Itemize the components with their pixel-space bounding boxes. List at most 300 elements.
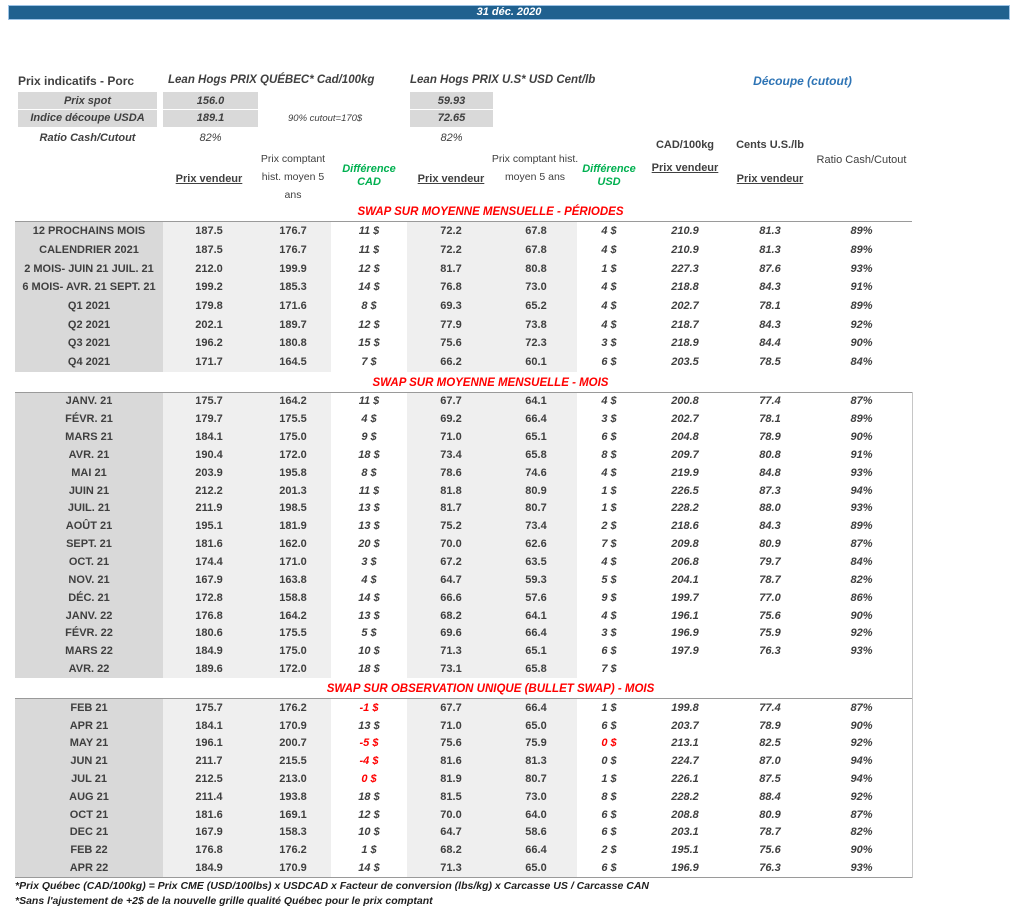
cutout-prix-vendeur-usd: 87.5	[759, 773, 781, 786]
prix-vendeur-usd: 73.4	[407, 446, 495, 464]
difference-cad: 18 $	[358, 448, 380, 461]
cutout-note: 90% cutout=170$	[288, 113, 363, 124]
row-label: FEB 21	[15, 699, 163, 717]
row-label: Q4 2021	[15, 353, 163, 372]
prix-comptant-usd: 80.9	[495, 482, 577, 500]
difference-cad: 8 $	[361, 300, 377, 313]
cutout-prix-vendeur-usd: 87.6	[759, 262, 781, 275]
cutout-index-value-usd: 72.65	[410, 110, 493, 127]
prix-comptant-cad: 193.8	[255, 788, 331, 806]
prix-comptant-usd: 67.8	[495, 241, 577, 260]
prix-comptant-cad: 181.9	[255, 517, 331, 535]
cutout-prix-vendeur-cad: 227.3	[671, 262, 699, 275]
cutout-prix-vendeur-usd: 87.3	[759, 484, 781, 497]
table-row	[15, 553, 912, 571]
column-header-ratio: Ratio Cash/Cutout	[816, 154, 907, 166]
difference-usd: 7 $	[601, 663, 617, 676]
column-header-us-unit: Cents U.S./lb	[736, 139, 804, 151]
difference-usd: 4 $	[601, 318, 617, 331]
ratio-cash-cutout: 86%	[850, 591, 873, 604]
prix-vendeur-cad: 179.7	[163, 410, 255, 428]
difference-usd: 4 $	[601, 466, 617, 479]
table-row	[15, 517, 912, 535]
ratio-cash-cutout: 92%	[850, 737, 873, 750]
prix-comptant-usd: 62.6	[495, 535, 577, 553]
cutout-prix-vendeur-usd: 78.9	[759, 431, 781, 444]
cutout-prix-vendeur-cad: 218.9	[671, 337, 699, 350]
difference-usd: 1 $	[601, 502, 617, 515]
cutout-prix-vendeur-usd: 80.8	[759, 448, 781, 461]
table-row	[15, 788, 912, 806]
row-label: FEB 22	[15, 841, 163, 859]
cutout-prix-vendeur-cad: 196.1	[671, 609, 699, 622]
difference-cad: 14 $	[358, 591, 380, 604]
prix-comptant-usd: 66.4	[495, 410, 577, 428]
difference-cad: 11 $	[358, 225, 380, 238]
difference-cad: 7 $	[361, 356, 377, 369]
prix-vendeur-usd: 70.0	[407, 535, 495, 553]
prix-comptant-cad: 198.5	[255, 500, 331, 518]
table-row	[15, 624, 912, 642]
prix-comptant-usd: 73.0	[495, 788, 577, 806]
report-date: 31 déc. 2020	[476, 6, 542, 18]
cutout-prix-vendeur-usd: 78.5	[759, 356, 781, 369]
difference-cad: 1 $	[361, 844, 377, 857]
ratio-cash-cutout: 92%	[850, 790, 873, 803]
row-label: JUL 21	[15, 770, 163, 788]
ratio-cash-cutout: 87%	[850, 395, 873, 408]
prix-vendeur-usd: 76.8	[407, 278, 495, 297]
row-label: SEPT. 21	[15, 535, 163, 553]
prix-vendeur-cad: 184.1	[163, 428, 255, 446]
cutout-prix-vendeur-cad: 197.9	[671, 645, 699, 658]
prix-vendeur-usd: 81.8	[407, 482, 495, 500]
prix-comptant-cad: 201.3	[255, 482, 331, 500]
cutout-prix-vendeur-usd: 77.0	[759, 591, 781, 604]
cutout-prix-vendeur-cad: 206.8	[671, 556, 699, 569]
prix-comptant-usd: 65.2	[495, 297, 577, 316]
prix-vendeur-usd: 70.0	[407, 806, 495, 824]
ratio-cash-cutout: 94%	[850, 773, 873, 786]
prix-vendeur-usd: 68.2	[407, 607, 495, 625]
prix-vendeur-cad: 184.9	[163, 859, 255, 877]
ratio-cash-cutout: 89%	[850, 225, 873, 238]
difference-cad: 4 $	[361, 413, 377, 426]
cutout-prix-vendeur-usd: 78.1	[759, 300, 781, 313]
cutout-prix-vendeur-cad	[641, 660, 729, 678]
row-label: AOÛT 21	[15, 517, 163, 535]
table-row	[15, 410, 912, 428]
prix-vendeur-cad: 184.1	[163, 717, 255, 735]
prix-vendeur-cad: 211.4	[163, 788, 255, 806]
prix-comptant-usd: 65.1	[495, 428, 577, 446]
prix-vendeur-usd: 77.9	[407, 315, 495, 334]
difference-usd: 1 $	[601, 262, 617, 275]
quebec-price-title: Lean Hogs PRIX QUÉBEC* Cad/100kg	[168, 74, 375, 86]
difference-usd: 1 $	[601, 701, 617, 714]
cutout-prix-vendeur-cad: 213.1	[671, 737, 699, 750]
column-header-prix-vendeur-cad: Prix vendeur	[175, 173, 243, 185]
prix-comptant-usd: 73.4	[495, 517, 577, 535]
difference-cad: -4 $	[359, 755, 379, 768]
ratio-cash-cutout: 84%	[850, 556, 873, 569]
prix-comptant-cad: 158.8	[255, 589, 331, 607]
difference-cad: 0 $	[361, 773, 377, 786]
ratio-cash-cutout: 91%	[850, 281, 873, 294]
prix-vendeur-cad: 196.2	[163, 334, 255, 353]
ratio-cash-cutout: 89%	[850, 413, 873, 426]
difference-cad: 11 $	[358, 244, 380, 257]
cutout-prix-vendeur-cad: 202.7	[671, 413, 699, 426]
prix-vendeur-cad: 190.4	[163, 446, 255, 464]
prix-vendeur-cad: 187.5	[163, 222, 255, 241]
ratio-cash-cutout: 90%	[850, 719, 873, 732]
prix-vendeur-cad: 212.0	[163, 259, 255, 278]
difference-usd: 7 $	[601, 538, 617, 551]
ratio-cash-cutout: 93%	[850, 466, 873, 479]
prix-comptant-cad: 172.0	[255, 446, 331, 464]
cutout-title: Découpe (cutout)	[753, 74, 852, 88]
cutout-prix-vendeur-cad: 199.8	[671, 701, 699, 714]
cutout-prix-vendeur-cad: 199.7	[671, 591, 699, 604]
cutout-prix-vendeur-cad: 210.9	[671, 244, 699, 257]
row-label: MAY 21	[15, 735, 163, 753]
prix-vendeur-usd: 78.6	[407, 464, 495, 482]
cutout-prix-vendeur-cad: 203.1	[671, 826, 699, 839]
prix-comptant-usd: 65.1	[495, 642, 577, 660]
cutout-index-label: Indice découpe USDA	[18, 110, 157, 127]
cutout-prix-vendeur-cad: 208.8	[671, 808, 699, 821]
table-row	[15, 607, 912, 625]
ratio-cash-cutout-label: Ratio Cash/Cutout	[39, 131, 136, 144]
prix-vendeur-usd: 71.3	[407, 642, 495, 660]
difference-cad: 12 $	[358, 262, 380, 275]
ratio-cash-cutout: 87%	[850, 701, 873, 714]
row-label: FÉVR. 22	[15, 624, 163, 642]
difference-usd: 8 $	[601, 790, 617, 803]
difference-cad: 12 $	[358, 808, 380, 821]
prix-comptant-usd: 66.4	[495, 841, 577, 859]
prix-vendeur-usd: 71.0	[407, 717, 495, 735]
cutout-prix-vendeur-cad: 196.9	[671, 627, 699, 640]
prix-vendeur-cad: 174.4	[163, 553, 255, 571]
cutout-prix-vendeur-cad: 224.7	[671, 755, 699, 768]
cutout-prix-vendeur-cad: 226.5	[671, 484, 699, 497]
prix-comptant-cad: 172.0	[255, 660, 331, 678]
prix-vendeur-cad: 179.8	[163, 297, 255, 316]
table-row	[15, 315, 912, 334]
prix-comptant-usd: 63.5	[495, 553, 577, 571]
cutout-prix-vendeur-usd: 78.7	[759, 826, 781, 839]
prix-comptant-cad: 195.8	[255, 464, 331, 482]
cutout-prix-vendeur-usd: 75.6	[759, 609, 781, 622]
difference-usd: 6 $	[601, 808, 617, 821]
prix-comptant-cad: 185.3	[255, 278, 331, 297]
difference-cad: 18 $	[358, 663, 380, 676]
prix-vendeur-cad: 175.7	[163, 699, 255, 717]
prix-comptant-usd: 64.1	[495, 607, 577, 625]
prix-vendeur-cad: 195.1	[163, 517, 255, 535]
row-label: JANV. 22	[15, 607, 163, 625]
table-row	[15, 589, 912, 607]
ratio-cash-cutout: 92%	[850, 627, 873, 640]
row-label: APR 22	[15, 859, 163, 877]
prix-comptant-usd: 67.8	[495, 222, 577, 241]
prix-vendeur-usd: 81.7	[407, 259, 495, 278]
cutout-prix-vendeur-usd: 80.9	[759, 538, 781, 551]
cutout-prix-vendeur-usd: 79.7	[759, 556, 781, 569]
row-label: MARS 22	[15, 642, 163, 660]
cutout-index-value-cad: 189.1	[163, 110, 258, 127]
prix-comptant-cad: 213.0	[255, 770, 331, 788]
swap-tables	[15, 205, 912, 878]
prix-vendeur-usd: 71.3	[407, 859, 495, 877]
table-row	[15, 841, 912, 859]
row-label: AVR. 21	[15, 446, 163, 464]
prix-vendeur-cad: 184.9	[163, 642, 255, 660]
us-price-title: Lean Hogs PRIX U.S* USD Cent/lb	[410, 74, 596, 86]
prix-comptant-usd: 80.7	[495, 770, 577, 788]
prix-comptant-usd: 75.9	[495, 735, 577, 753]
cutout-prix-vendeur-cad: 200.8	[671, 395, 699, 408]
cutout-prix-vendeur-cad: 218.8	[671, 281, 699, 294]
table-row	[15, 500, 912, 518]
prix-vendeur-usd: 64.7	[407, 824, 495, 842]
swap-section	[15, 682, 912, 878]
table-row	[15, 770, 912, 788]
row-label: Q1 2021	[15, 297, 163, 316]
prix-comptant-cad: 215.5	[255, 752, 331, 770]
table-row	[15, 334, 912, 353]
ratio-cash-cutout: 84%	[850, 356, 873, 369]
prix-comptant-cad: 164.2	[255, 393, 331, 411]
page-title: Prix indicatifs - Porc	[18, 74, 135, 88]
difference-usd: 4 $	[601, 244, 617, 257]
prix-comptant-cad: 176.2	[255, 699, 331, 717]
prix-comptant-cad: 199.9	[255, 259, 331, 278]
column-header-difference-usd: Différence USD	[582, 163, 636, 188]
ratio-cash-cutout: 92%	[850, 318, 873, 331]
difference-cad: 20 $	[358, 538, 380, 551]
cutout-prix-vendeur-usd: 81.3	[759, 225, 781, 238]
cutout-prix-vendeur-cad: 204.8	[671, 431, 699, 444]
difference-usd: 4 $	[601, 225, 617, 238]
section-title: SWAP SUR MOYENNE MENSUELLE - PÉRIODES	[15, 205, 912, 222]
difference-cad: 13 $	[358, 719, 380, 732]
difference-usd: 8 $	[601, 448, 617, 461]
difference-cad: 4 $	[361, 573, 377, 586]
section-title: SWAP SUR MOYENNE MENSUELLE - MOIS	[15, 376, 912, 393]
difference-cad: 11 $	[358, 395, 380, 408]
ratio-cash-cutout: 90%	[850, 337, 873, 350]
cutout-prix-vendeur-cad: 210.9	[671, 225, 699, 238]
table-row	[15, 241, 912, 260]
prix-vendeur-cad: 211.7	[163, 752, 255, 770]
difference-cad: 14 $	[358, 862, 380, 875]
cutout-prix-vendeur-cad: 196.9	[671, 862, 699, 875]
difference-usd: 6 $	[601, 356, 617, 369]
cutout-prix-vendeur-cad: 209.7	[671, 448, 699, 461]
prix-vendeur-usd: 69.2	[407, 410, 495, 428]
difference-usd: 4 $	[601, 609, 617, 622]
cutout-prix-vendeur-usd: 88.0	[759, 502, 781, 515]
prix-comptant-cad: 163.8	[255, 571, 331, 589]
cutout-prix-vendeur-cad: 219.9	[671, 466, 699, 479]
table-row	[15, 464, 912, 482]
ratio-cash-cutout: 89%	[850, 244, 873, 257]
cutout-prix-vendeur-usd: 84.4	[759, 337, 781, 350]
prix-comptant-cad: 176.7	[255, 241, 331, 260]
prix-comptant-cad: 200.7	[255, 735, 331, 753]
column-header-cutout-prix-vendeur-cad: Prix vendeur	[651, 162, 719, 174]
row-label: MARS 21	[15, 428, 163, 446]
ratio-cash-cutout: 90%	[850, 609, 873, 622]
difference-usd: 4 $	[601, 300, 617, 313]
prix-vendeur-usd: 67.7	[407, 699, 495, 717]
prix-comptant-cad: 158.3	[255, 824, 331, 842]
prix-comptant-cad: 170.9	[255, 717, 331, 735]
ratio-cash-cutout: 90%	[850, 431, 873, 444]
prix-vendeur-cad: 172.8	[163, 589, 255, 607]
table-right-border	[912, 392, 913, 878]
cutout-prix-vendeur-cad: 218.6	[671, 520, 699, 533]
prix-vendeur-cad: 211.9	[163, 500, 255, 518]
table-row	[15, 571, 912, 589]
ratio-cash-cutout: 93%	[850, 645, 873, 658]
prix-comptant-cad: 175.0	[255, 642, 331, 660]
column-header-cad-unit: CAD/100kg	[655, 139, 715, 151]
prix-vendeur-cad: 181.6	[163, 535, 255, 553]
table-row	[15, 735, 912, 753]
ratio-cash-cutout: 87%	[850, 808, 873, 821]
prix-vendeur-usd: 68.2	[407, 841, 495, 859]
prix-comptant-cad: 175.5	[255, 410, 331, 428]
cutout-prix-vendeur-usd: 84.3	[759, 520, 781, 533]
difference-usd: 6 $	[601, 431, 617, 444]
prix-comptant-cad: 176.2	[255, 841, 331, 859]
difference-usd: 6 $	[601, 719, 617, 732]
difference-usd: 4 $	[601, 395, 617, 408]
prix-comptant-usd: 73.8	[495, 315, 577, 334]
row-label: AUG 21	[15, 788, 163, 806]
ratio-cash-cutout	[811, 660, 912, 678]
table-row	[15, 752, 912, 770]
spot-label: Prix spot	[18, 92, 157, 109]
cutout-prix-vendeur-usd: 87.0	[759, 755, 781, 768]
prix-comptant-cad: 189.7	[255, 315, 331, 334]
difference-cad: 9 $	[361, 431, 377, 444]
prix-comptant-usd: 64.1	[495, 393, 577, 411]
prix-comptant-cad: 162.0	[255, 535, 331, 553]
prix-vendeur-usd: 72.2	[407, 241, 495, 260]
cutout-prix-vendeur-cad: 226.1	[671, 773, 699, 786]
prix-comptant-usd: 64.0	[495, 806, 577, 824]
prix-vendeur-cad: 199.2	[163, 278, 255, 297]
table-row	[15, 859, 912, 877]
prix-vendeur-usd: 81.5	[407, 788, 495, 806]
row-label: 6 MOIS- AVR. 21 SEPT. 21	[15, 278, 163, 297]
swap-section	[15, 376, 912, 679]
prix-comptant-usd: 80.8	[495, 259, 577, 278]
prix-comptant-usd: 72.3	[495, 334, 577, 353]
section-title: SWAP SUR OBSERVATION UNIQUE (BULLET SWAP) - MOIS	[15, 682, 912, 699]
prix-vendeur-usd: 71.0	[407, 428, 495, 446]
prix-comptant-cad: 176.7	[255, 222, 331, 241]
table-row	[15, 297, 912, 316]
prix-comptant-usd: 73.0	[495, 278, 577, 297]
ratio-cash-cutout: 91%	[850, 448, 873, 461]
difference-cad: 15 $	[358, 337, 380, 350]
prix-vendeur-usd: 81.9	[407, 770, 495, 788]
difference-usd: 3 $	[601, 413, 617, 426]
table-row	[15, 278, 912, 297]
prix-vendeur-cad: 167.9	[163, 824, 255, 842]
difference-cad: -5 $	[359, 737, 379, 750]
prix-vendeur-usd: 64.7	[407, 571, 495, 589]
difference-cad: 13 $	[358, 609, 380, 622]
cutout-prix-vendeur-cad: 195.1	[671, 844, 699, 857]
ratio-cash-cutout: 87%	[850, 538, 873, 551]
cutout-prix-vendeur-usd: 82.5	[759, 737, 781, 750]
row-label: JANV. 21	[15, 393, 163, 411]
difference-cad: 10 $	[358, 645, 380, 658]
difference-cad: 14 $	[358, 281, 380, 294]
row-label: APR 21	[15, 717, 163, 735]
ratio-cash-cutout: 90%	[850, 844, 873, 857]
prix-comptant-cad: 170.9	[255, 859, 331, 877]
row-label: FÉVR. 21	[15, 410, 163, 428]
prix-vendeur-usd: 81.7	[407, 500, 495, 518]
prix-vendeur-cad: 187.5	[163, 241, 255, 260]
ratio-cash-cutout: 82%	[850, 826, 873, 839]
row-label: Q3 2021	[15, 334, 163, 353]
difference-cad: 13 $	[358, 502, 380, 515]
prix-vendeur-usd: 75.2	[407, 517, 495, 535]
table-row	[15, 428, 912, 446]
prix-vendeur-usd: 72.2	[407, 222, 495, 241]
prix-vendeur-usd: 69.3	[407, 297, 495, 316]
prix-comptant-cad: 164.5	[255, 353, 331, 372]
cutout-prix-vendeur-cad: 209.8	[671, 538, 699, 551]
difference-cad: -1 $	[359, 701, 379, 714]
prix-vendeur-cad: 212.2	[163, 482, 255, 500]
cutout-prix-vendeur-usd: 77.4	[759, 395, 781, 408]
cutout-prix-vendeur-usd: 75.6	[759, 844, 781, 857]
cutout-prix-vendeur-usd: 78.1	[759, 413, 781, 426]
ratio-cash-cutout: 89%	[850, 300, 873, 313]
ratio-cash-cutout: 94%	[850, 484, 873, 497]
prix-vendeur-usd: 67.7	[407, 393, 495, 411]
difference-cad: 8 $	[361, 466, 377, 479]
cutout-prix-vendeur-usd: 84.8	[759, 466, 781, 479]
difference-usd: 6 $	[601, 826, 617, 839]
column-header-difference-cad: Différence CAD	[342, 163, 396, 188]
row-label: 12 PROCHAINS MOIS	[15, 222, 163, 241]
row-label: JUIL. 21	[15, 500, 163, 518]
cutout-prix-vendeur-usd	[729, 660, 811, 678]
prix-vendeur-cad: 176.8	[163, 607, 255, 625]
difference-usd: 4 $	[601, 556, 617, 569]
prix-comptant-cad: 171.0	[255, 553, 331, 571]
difference-usd: 2 $	[601, 520, 617, 533]
prix-vendeur-cad: 189.6	[163, 660, 255, 678]
prix-vendeur-cad: 180.6	[163, 624, 255, 642]
prix-comptant-usd: 66.4	[495, 624, 577, 642]
prix-vendeur-cad: 203.9	[163, 464, 255, 482]
prix-vendeur-usd: 66.6	[407, 589, 495, 607]
prix-comptant-usd: 65.8	[495, 446, 577, 464]
difference-usd: 6 $	[601, 645, 617, 658]
